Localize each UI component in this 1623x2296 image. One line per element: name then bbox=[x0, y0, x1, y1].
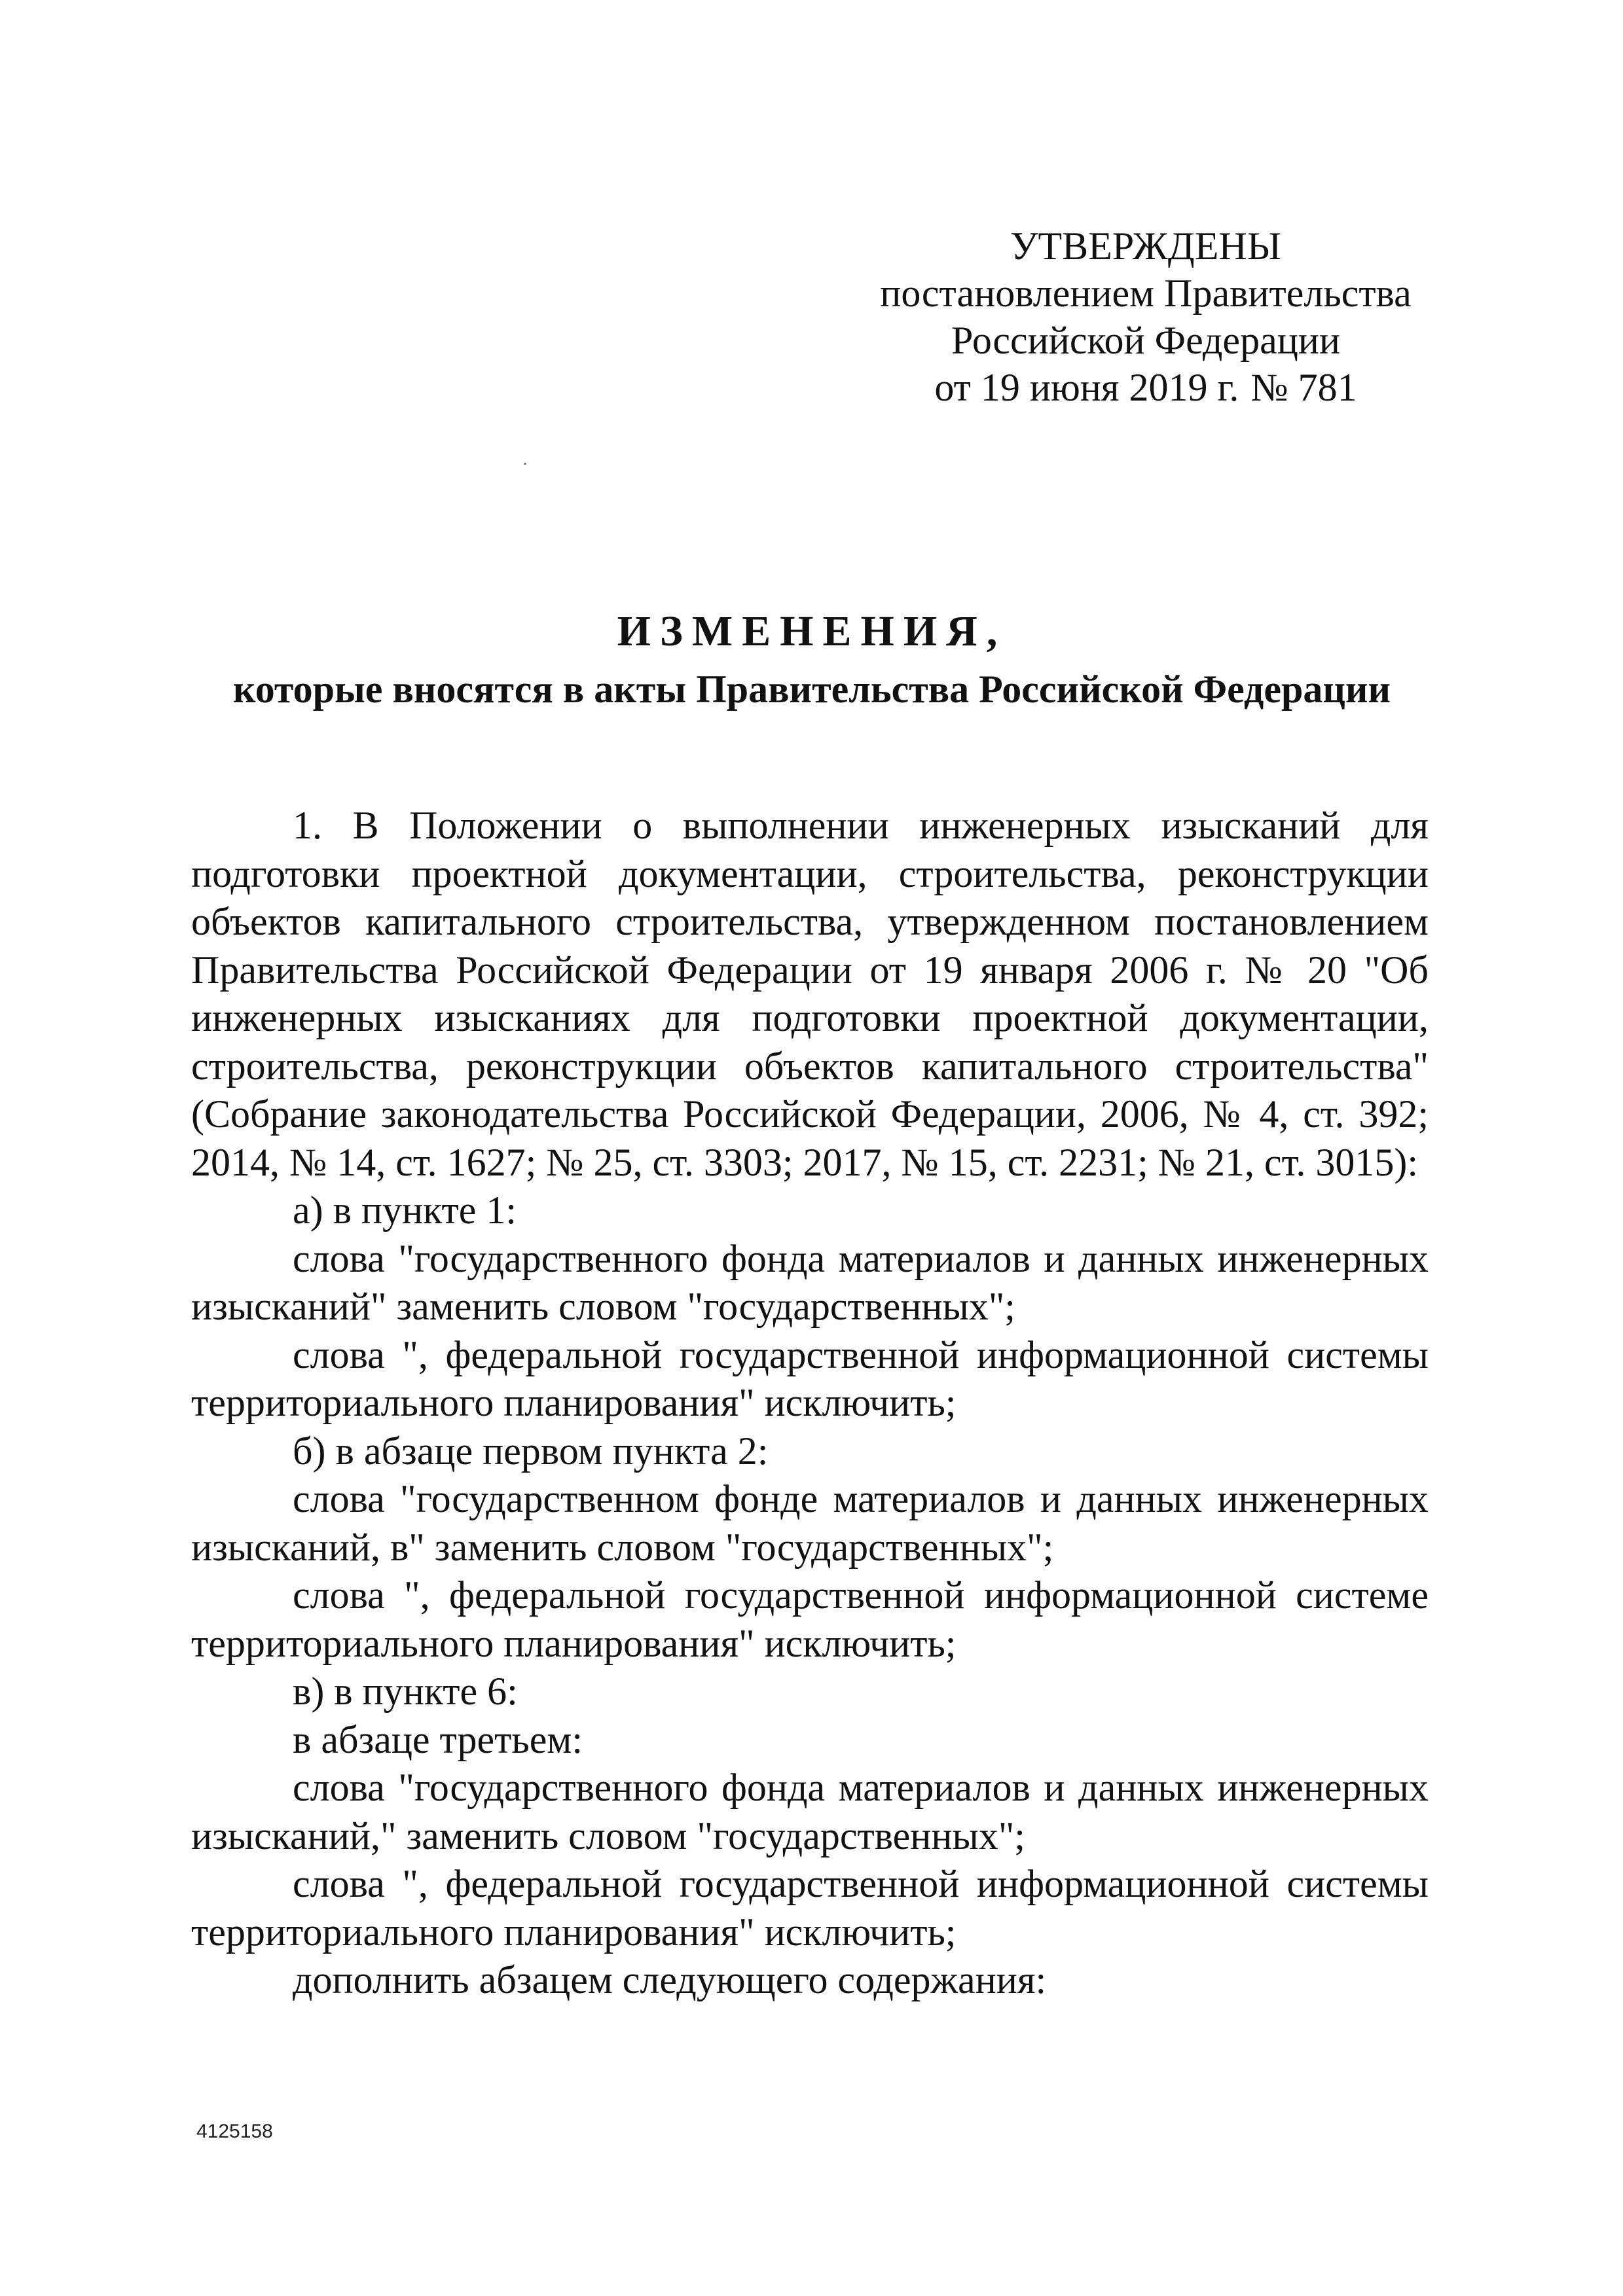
paragraph-text: в абзаце третьем: bbox=[293, 1717, 583, 1761]
approval-line-resolution: постановлением Правительства bbox=[880, 272, 1412, 315]
document-heading bbox=[190, 602, 1434, 715]
paragraph-text: слова "государственного фонда материалов и данных инженерных изысканий," заменить словом "государственных"; bbox=[191, 1766, 1429, 1857]
paragraph-subitem-a: а) в пункте 1: bbox=[293, 1189, 517, 1232]
document-body bbox=[191, 802, 1429, 2005]
approval-line-federation: Российской Федерации bbox=[951, 319, 1341, 362]
paragraph-text: слова ", федеральной государственной информационной системы территориального планирования" исключить; bbox=[191, 1862, 1429, 1954]
paragraph-text: слова "государственном фонде материалов и данных инженерных изысканий, в" заменить словом "государственных"; bbox=[191, 1477, 1429, 1569]
document-title: ИЗМЕНЕНИЯ, bbox=[617, 607, 1007, 655]
approval-number: № 781 bbox=[1250, 366, 1357, 409]
paragraph-text: слова ", федеральной государственной информационной системы территориального планирования" исключить; bbox=[191, 1333, 1429, 1424]
paragraph-text: дополнить абзацем следующего содержания: bbox=[293, 1958, 1047, 2001]
document-subtitle: которые вносятся в акты Правительства Российской Федерации bbox=[232, 668, 1391, 711]
approval-date: от 19 июня 2019 г. bbox=[934, 366, 1239, 409]
paragraph-text: слова ", федеральной государственной информационной системе территориального планирования" исключить; bbox=[191, 1573, 1429, 1665]
scan-speck bbox=[524, 463, 526, 465]
document-code: 4125158 bbox=[196, 2121, 273, 2142]
paragraph-item-1: 1. В Положении о выполнении инженерных изысканий для подготовки проектной документации, строительства, реконструкции объектов капитального строительства, утвержденном постановлением Правительства Российской Федерации от 19 января 2006 г. № 20 "Об инженерных изысканиях для подготовки проектной документации, строительства, реконструкции объектов капитального строительства" (Собрание законодательства Российской Федерации, 2006, № 4, ст. 392; 2014, № 14, ст. 1627; № 25, ст. 3303; 2017, № 15, ст. 2231; № 21, ст. 3015): bbox=[191, 804, 1429, 1184]
approval-stamp bbox=[851, 223, 1440, 411]
approval-line-date-number bbox=[851, 364, 1440, 411]
approval-title: УТВЕРЖДЕНЫ bbox=[1010, 224, 1282, 268]
paragraph-text: слова "государственного фонда материалов и данных инженерных изысканий" заменить словом "государственных"; bbox=[191, 1236, 1429, 1328]
paragraph-subitem-v: в) в пункте 6: bbox=[293, 1670, 518, 1713]
paragraph-subitem-b: б) в абзаце первом пункта 2: bbox=[293, 1429, 769, 1473]
